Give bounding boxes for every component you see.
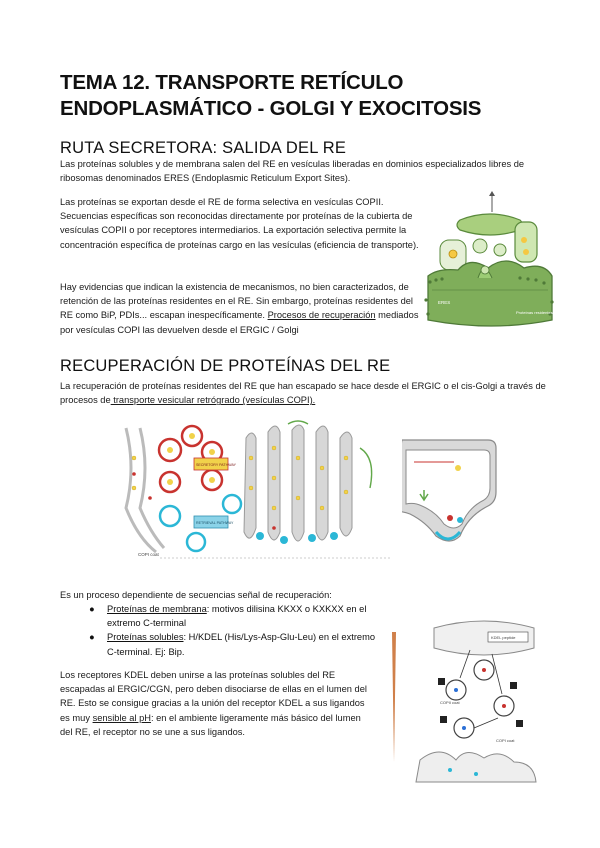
- paragraph-secuencias: Es un proceso dependiente de secuencias señal de recuperación:: [60, 590, 332, 600]
- recuperacion-text-a: La recuperación de proteínas residentes del RE que han escapado se hace desde el ERGIC o el cis-Golgi a través de procesos de: [60, 381, 546, 406]
- retrieval-pathway-label: RETRIEVAL PATHWAY: [196, 521, 234, 525]
- eres-label: ERES: [438, 300, 451, 305]
- transporte-retrogrado-link: transporte vesicular retrógrado (vesículas COPI).: [110, 395, 316, 406]
- paragraph-eres: Las proteínas solubles y de membrana salen del RE en vesículas liberadas en dominios especializados libres de ribosomas denominados ERES (Endoplasmic Reticulum Export Sites).: [60, 159, 525, 184]
- page-title: TEMA 12. TRANSPORTE RETÍCULO ENDOPLASMÁTICO - GOLGI Y EXOCITOSIS: [60, 71, 482, 120]
- secretory-pathway-label: SECRETORY PATHWAY: [196, 463, 237, 467]
- bullet-icon: ●: [89, 604, 95, 614]
- kdel-receptor-cycle-figure: [380, 610, 542, 796]
- retrieval-signal-list: [80, 602, 380, 659]
- list-item: [80, 630, 380, 658]
- bullet-term: Proteínas de membrana: [107, 604, 207, 614]
- bullet-icon: ●: [89, 632, 95, 643]
- kdel-text-b: : en el ambiente ligeramente más básico del lumen del RE, el receptor no se une a sus ligandos.: [60, 712, 361, 737]
- paragraph-retencion: [60, 280, 420, 337]
- copi-coat-label: COPI coat: [138, 552, 159, 557]
- copii-coat-label: COPII coat: [440, 700, 460, 705]
- paragraph-copii: Las proteínas se exportan desde el RE de forma selectiva en vesículas COPII. Secuencias específicas son reconocidas directamente por proteínas de la cubierta de vesículas COPII o por receptores intermediarios. La exportación selectiva permite la concentración específica de proteínas cargo en las vesículas (eficiencia de transporte).: [60, 197, 419, 250]
- section-heading-salida-re: RUTA SECRETORA: SALIDA DEL RE: [60, 139, 347, 157]
- section-heading-recuperacion: RECUPERACIÓN DE PROTEÍNAS DEL RE: [60, 357, 391, 375]
- bullet-text: : motivos dilisina KKXX o KXKXX en el extremo C-terminal: [107, 604, 367, 629]
- bullet-term: Proteínas solubles: [107, 632, 184, 643]
- paragraph-kdel: [60, 668, 375, 739]
- retrieval-pathway-figure: [120, 418, 400, 566]
- retencion-text-b: mediados por vesículas COPI las devuelven desde el ERGIC / Golgi: [60, 310, 419, 335]
- copi-coat-label-2: COPI coat: [496, 738, 515, 743]
- paragraph-recuperacion: [60, 379, 550, 407]
- list-item: [80, 602, 380, 630]
- residentes-label: Proteínas residentes: [516, 310, 553, 315]
- kdel-peptide-label: KDEL peptide: [491, 635, 516, 640]
- kdel-text-a: Los receptores KDEL deben unirse a las proteínas solubles del RE escapadas al ERGIC/CGN, pero deben disociarse de ellas en el lumen del RE. Esto se consigue gracias a la unión del receptor KDEL a sus ligandos es muy: [60, 670, 367, 723]
- bullet-text: : H/KDEL (His/Lys-Asp-Glu-Leu) en el extremo C-terminal. Ej: Bip.: [107, 632, 376, 657]
- ph-link: sensible al pH: [92, 712, 151, 723]
- procesos-recuperacion-link: Procesos de recuperación: [267, 310, 376, 321]
- retencion-text-a: Hay evidencias que indican la existencia de mecanismos, no bien caracterizados, de retención de las proteínas residentes en el RE. Sin embargo, proteínas residentes del RE como BiP, PDIs... escapan inespecíficamente.: [60, 282, 413, 321]
- eres-figure: [420, 190, 560, 330]
- kdel-inset-figure: [402, 434, 502, 564]
